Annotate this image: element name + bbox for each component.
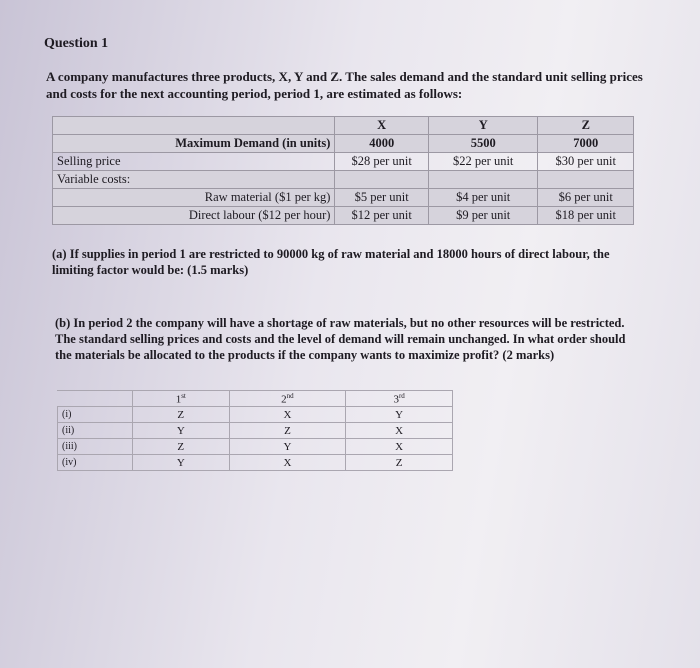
header-y: Y bbox=[428, 117, 538, 135]
ordinal-suffix: nd bbox=[286, 391, 294, 400]
raw-material-label: Raw material ($1 per kg) bbox=[53, 189, 335, 207]
ordinal-number: 3 bbox=[393, 393, 399, 406]
variable-costs-blank-x bbox=[335, 171, 428, 189]
question-title: Question 1 bbox=[44, 36, 109, 51]
variable-costs-label: Variable costs: bbox=[53, 171, 335, 189]
variable-costs-row bbox=[53, 171, 634, 189]
selling-price-x: $28 per unit bbox=[335, 153, 428, 171]
option-cell: Y bbox=[346, 407, 453, 423]
ordinal-number: 2 bbox=[281, 393, 287, 406]
option-row bbox=[58, 423, 453, 439]
selling-price-y: $22 per unit bbox=[428, 153, 538, 171]
max-demand-row bbox=[53, 135, 634, 153]
options-header-first bbox=[133, 391, 230, 407]
answer-options-table bbox=[57, 390, 453, 471]
selling-price-label: Selling price bbox=[53, 153, 335, 171]
option-cell: Y bbox=[133, 423, 230, 439]
ordinal-suffix: st bbox=[181, 391, 186, 400]
options-header-blank bbox=[58, 391, 133, 407]
option-cell: X bbox=[346, 439, 453, 455]
raw-material-z: $6 per unit bbox=[538, 189, 634, 207]
option-cell: Z bbox=[133, 439, 230, 455]
selling-price-z: $30 per unit bbox=[538, 153, 634, 171]
option-label: (iv) bbox=[58, 455, 133, 471]
options-header-second bbox=[229, 391, 346, 407]
header-x: X bbox=[335, 117, 428, 135]
max-demand-z: 7000 bbox=[538, 135, 634, 153]
option-label: (i) bbox=[58, 407, 133, 423]
direct-labour-x: $12 per unit bbox=[335, 207, 428, 225]
options-header-third bbox=[346, 391, 453, 407]
header-z: Z bbox=[538, 117, 634, 135]
option-cell: X bbox=[229, 407, 346, 423]
option-cell: X bbox=[229, 455, 346, 471]
max-demand-y: 5500 bbox=[428, 135, 538, 153]
raw-material-x: $5 per unit bbox=[335, 189, 428, 207]
variable-costs-blank-y bbox=[428, 171, 538, 189]
ordinal-number: 1 bbox=[175, 393, 182, 406]
option-cell: Z bbox=[229, 423, 346, 439]
option-cell: Y bbox=[229, 439, 346, 455]
header-row bbox=[53, 117, 634, 135]
direct-labour-label: Direct labour ($12 per hour) bbox=[53, 207, 335, 225]
direct-labour-row bbox=[53, 207, 634, 225]
ordinal-suffix: rd bbox=[398, 391, 405, 400]
max-demand-x: 4000 bbox=[335, 135, 428, 153]
option-cell: Z bbox=[133, 407, 230, 423]
option-label: (ii) bbox=[58, 423, 133, 439]
direct-labour-y: $9 per unit bbox=[428, 207, 538, 225]
variable-costs-blank-z bbox=[538, 171, 634, 189]
option-row bbox=[58, 455, 453, 471]
option-row bbox=[58, 439, 453, 455]
options-header-row bbox=[58, 391, 453, 407]
option-cell: X bbox=[346, 423, 453, 439]
intro-text: A company manufactures three products, X, Y and Z. The sales demand and the standard unit selling prices and costs for the next accounting period, period 1, are estimated as follows: bbox=[46, 69, 643, 101]
question-a-text: (a) If supplies in period 1 are restricted to 90000 kg of raw material and 18000 hours of direct labour, the limiting factor would be: (1.5 marks) bbox=[52, 247, 610, 277]
header-blank bbox=[53, 117, 335, 135]
max-demand-label: Maximum Demand (in units) bbox=[53, 135, 335, 153]
option-cell: Y bbox=[133, 455, 230, 471]
option-cell: Z bbox=[346, 455, 453, 471]
cost-table bbox=[52, 116, 634, 225]
raw-material-row bbox=[53, 189, 634, 207]
option-row bbox=[58, 407, 453, 423]
selling-price-row bbox=[53, 153, 634, 171]
raw-material-y: $4 per unit bbox=[428, 189, 538, 207]
option-label: (iii) bbox=[58, 439, 133, 455]
question-b-text: (b) In period 2 the company will have a shortage of raw materials, but no other resources will be restricted. The standard selling prices and costs and the level of demand will remain unchanged. In what order should the materials be allocated to the products if the company wants to maximize profit? (2 marks) bbox=[55, 316, 626, 362]
direct-labour-z: $18 per unit bbox=[538, 207, 634, 225]
